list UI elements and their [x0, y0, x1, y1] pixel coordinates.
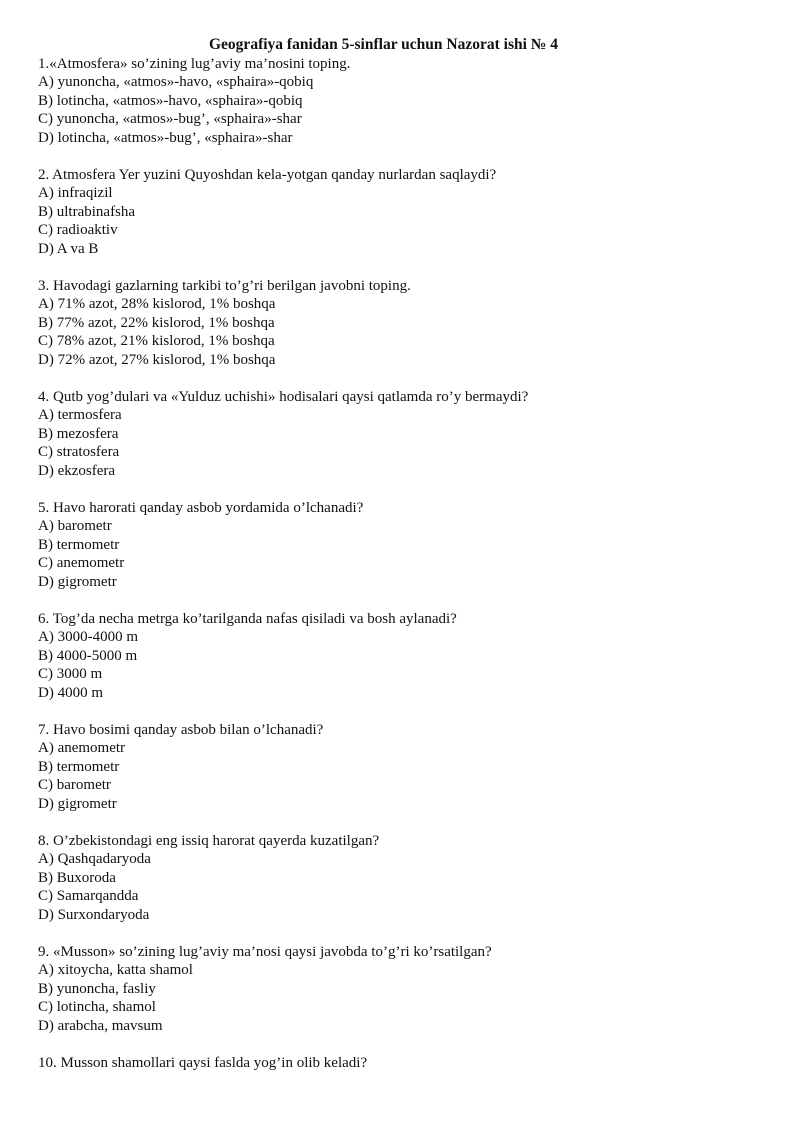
answer-option: B) Buxoroda	[38, 869, 116, 886]
answer-option: B) yunoncha, fasliy	[38, 980, 156, 997]
answer-option: C) lotincha, shamol	[38, 999, 156, 1015]
answer-option: D) Surxondaryoda	[38, 906, 150, 923]
answer-option: C) stratosfera	[38, 444, 120, 460]
answer-option: D) 4000 m	[38, 684, 103, 701]
question-text: 2. Atmosfera Yer yuzini Quyoshdan kela-yotgan qanday nurlardan saqlaydi?	[38, 166, 497, 183]
answer-option: B) termometr	[38, 758, 120, 775]
answer-option: C) Samarqandda	[38, 888, 139, 904]
question-block	[38, 166, 778, 259]
question-block	[38, 721, 778, 814]
answer-option: D) ekzosfera	[38, 462, 116, 479]
question-block	[38, 277, 778, 370]
answer-option: B) mezosfera	[38, 425, 119, 442]
question-text: 10. Musson shamollari qaysi faslda yog’in olib keladi?	[38, 1054, 368, 1071]
answer-option: C) yunoncha, «atmos»-bug’, «sphaira»-shar	[38, 111, 302, 127]
answer-option: A) termosfera	[38, 407, 122, 423]
question-text: 9. «Musson» so’zining lug’aviy ma’nosi qaysi javobda to’g’ri ko’rsatilgan?	[38, 943, 492, 960]
answer-option: C) anemometr	[38, 555, 125, 571]
question-block	[38, 388, 778, 481]
answer-option: C) radioaktiv	[38, 222, 118, 238]
question-block	[38, 1054, 778, 1073]
question-list	[38, 55, 778, 1073]
question-text: 8. O’zbekistondagi eng issiq harorat qayerda kuzatilgan?	[38, 832, 380, 849]
question-block	[38, 55, 778, 148]
question-block	[38, 943, 778, 1036]
question-text: 1.«Atmosfera» so’zining lug’aviy ma’nosini toping.	[38, 55, 351, 72]
answer-option: D) arabcha, mavsum	[38, 1017, 163, 1034]
answer-option: A) 71% azot, 28% kislorod, 1% boshqa	[38, 296, 276, 312]
answer-option: D) A va B	[38, 240, 99, 257]
answer-option: D) gigrometr	[38, 795, 117, 812]
answer-option: A) barometr	[38, 518, 112, 534]
answer-option: B) 77% azot, 22% kislorod, 1% boshqa	[38, 314, 275, 331]
answer-option: C) 78% azot, 21% kislorod, 1% boshqa	[38, 333, 275, 349]
question-text: 5. Havo harorati qanday asbob yordamida o’lchanadi?	[38, 499, 364, 516]
answer-option: D) 72% azot, 27% kislorod, 1% boshqa	[38, 351, 276, 368]
answer-option: A) 3000-4000 m	[38, 629, 138, 645]
answer-option: A) xitoycha, katta shamol	[38, 962, 193, 978]
document-title: Geografiya fanidan 5-sinflar uchun Nazorat ishi № 4	[209, 36, 558, 53]
answer-option: D) lotincha, «atmos»-bug’, «sphaira»-shar	[38, 129, 293, 146]
answer-option: A) anemometr	[38, 740, 126, 756]
answer-option: B) 4000-5000 m	[38, 647, 138, 664]
answer-option: C) 3000 m	[38, 666, 103, 682]
answer-option: A) infraqizil	[38, 185, 113, 201]
answer-option: B) ultrabinafsha	[38, 203, 136, 220]
answer-option: B) lotincha, «atmos»-havo, «sphaira»-qobiq	[38, 92, 303, 109]
document-page	[38, 36, 778, 1091]
answer-option: B) termometr	[38, 536, 120, 553]
question-block	[38, 832, 778, 925]
answer-option: A) yunoncha, «atmos»-havo, «sphaira»-qobiq	[38, 74, 314, 90]
answer-option: A) Qashqadaryoda	[38, 851, 151, 867]
answer-option: C) barometr	[38, 777, 111, 793]
question-text: 3. Havodagi gazlarning tarkibi to’g’ri berilgan javobni toping.	[38, 277, 411, 294]
question-block	[38, 610, 778, 703]
answer-option: D) gigrometr	[38, 573, 117, 590]
question-block	[38, 499, 778, 592]
question-text: 4. Qutb yog’dulari va «Yulduz uchishi» hodisalari qaysi qatlamda ro’y bermaydi?	[38, 388, 529, 405]
question-text: 6. Tog’da necha metrga ko’tarilganda nafas qisiladi va bosh aylanadi?	[38, 610, 457, 627]
question-text: 7. Havo bosimi qanday asbob bilan o’lchanadi?	[38, 721, 324, 738]
